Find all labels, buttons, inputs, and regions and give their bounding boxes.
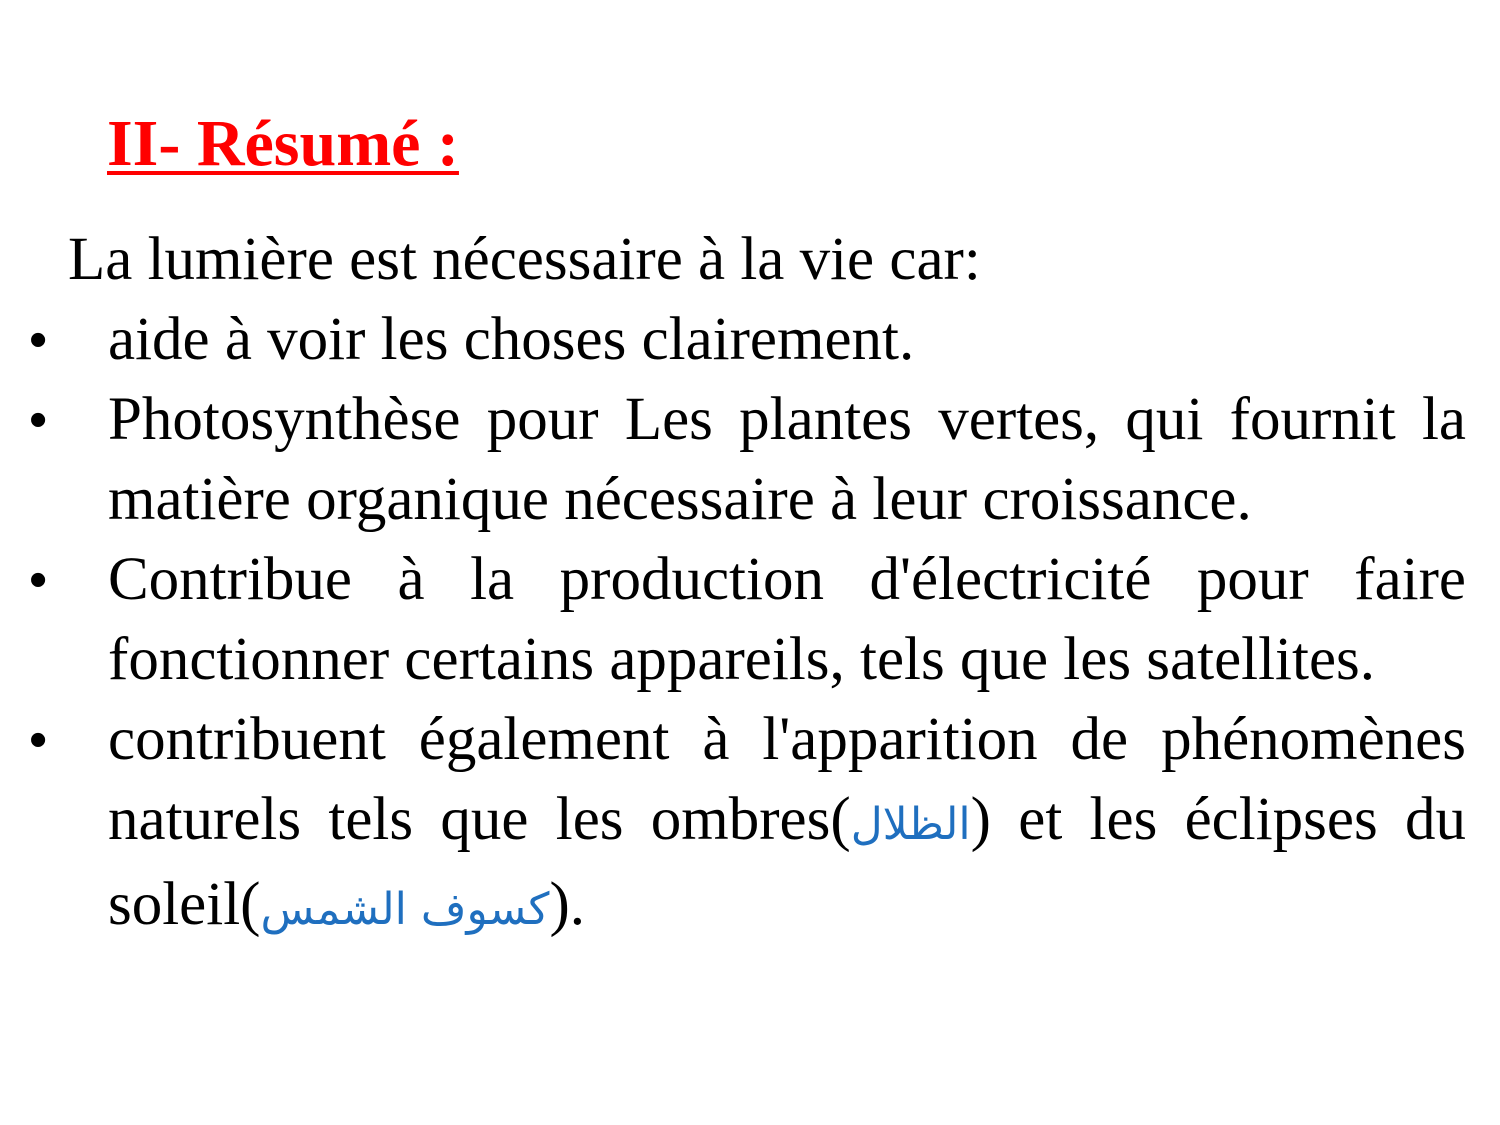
bullet-text: Photosynthèse pour Les plantes vertes, qui fournit la matière organique nécessaire à leur croissance. [108,386,1466,533]
list-item [0,700,1500,950]
list-item [0,380,1500,540]
arabic-term-shadows: الظلال [850,799,971,850]
bullet-icon: • [29,551,48,609]
list-item [0,540,1500,700]
page-title: II- Résumé : [107,107,459,180]
intro-text: La lumière est nécessaire à la vie car: [68,226,981,293]
bullet-text-part: contribuent également à l'apparition de phénomènes naturels tels que les ombres( [108,706,1466,853]
bullet-icon: • [29,391,48,449]
arabic-term-solar-eclipse: كسوف الشمس [260,884,550,935]
bullet-text-part: ) et les éclipses du soleil( [108,786,1466,938]
list-item [0,300,1500,380]
bullet-text: aide à voir les choses clairement. [108,306,915,373]
bullet-text-part: ). [549,871,586,938]
bullet-icon: • [29,311,48,369]
bullet-text: Contribue à la production d'électricité pour faire fonctionner certains appareils, tels que les satellites. [108,546,1466,693]
bullet-icon: • [29,711,48,769]
bullet-text [108,700,1466,950]
bullet-list [0,300,1500,950]
